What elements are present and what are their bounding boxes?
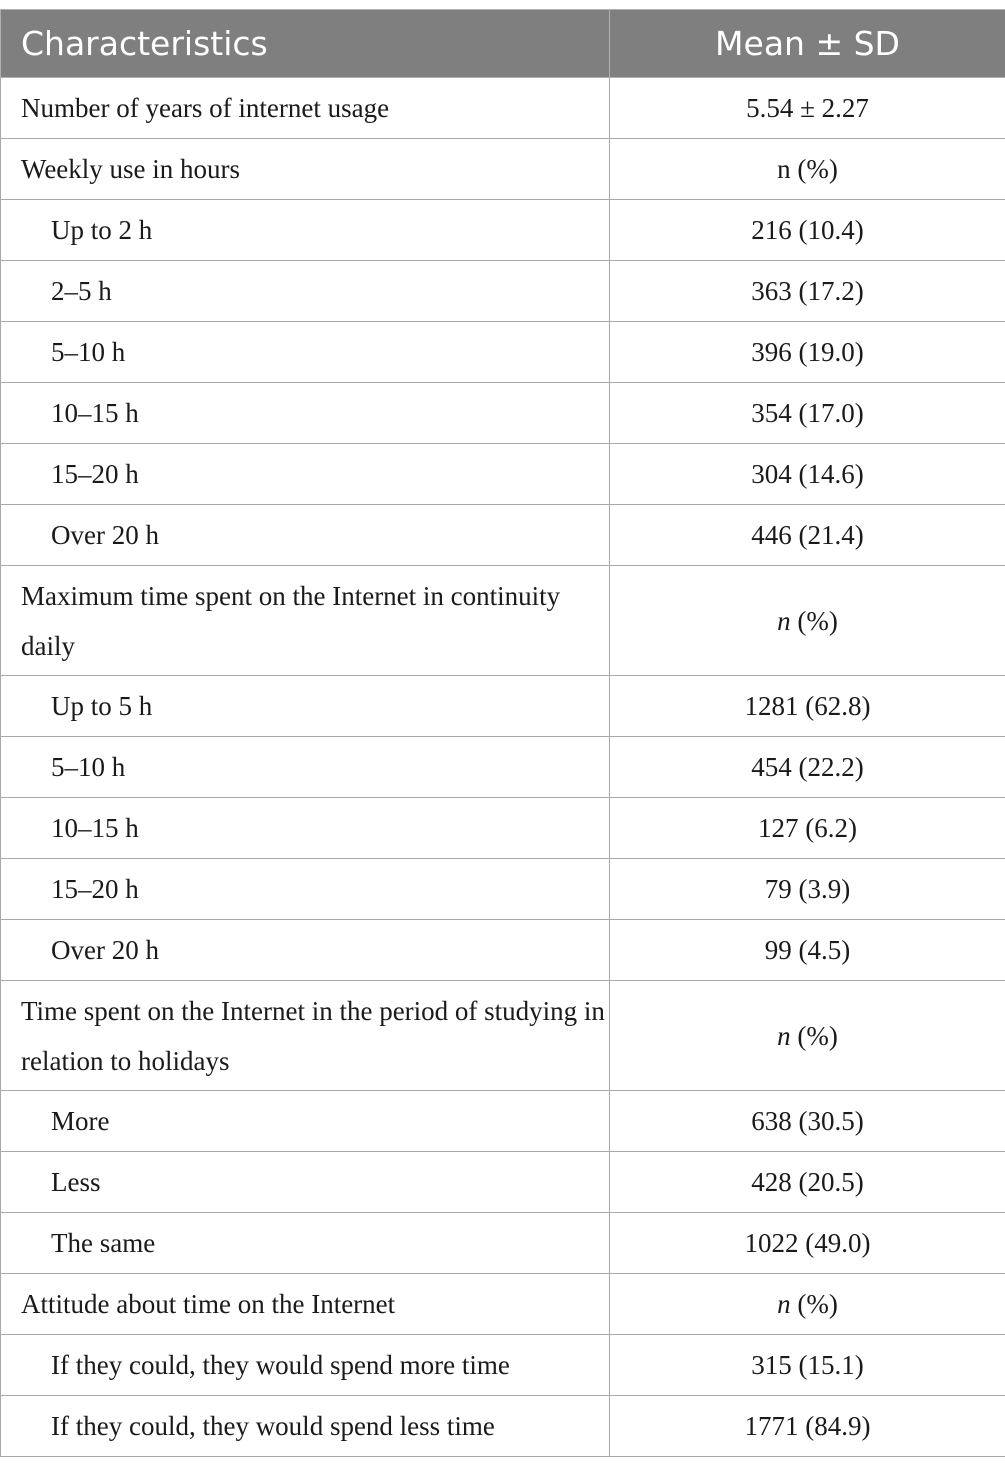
row-value: 304 (14.6) (610, 444, 1005, 505)
table-row (1, 1274, 1005, 1335)
table-row (1, 1152, 1005, 1213)
table-header-row (1, 10, 1005, 78)
row-sublabel: 2–5 h (1, 261, 610, 322)
row-label: Maximum time spent on the Internet in continuity daily (1, 566, 610, 676)
row-sublabel: 15–20 h (1, 859, 610, 920)
n-symbol: n (777, 605, 791, 636)
row-sublabel: Over 20 h (1, 920, 610, 981)
table-body (1, 78, 1005, 1457)
row-sublabel: More (1, 1091, 610, 1152)
row-sublabel: 10–15 h (1, 798, 610, 859)
row-value: 315 (15.1) (610, 1335, 1005, 1396)
table-row (1, 1091, 1005, 1152)
row-value: n (%) (610, 1274, 1005, 1335)
header-mean-sd: Mean ± SD (610, 10, 1005, 78)
row-sublabel: If they could, they would spend more time (1, 1335, 610, 1396)
table-row (1, 444, 1005, 505)
row-sublabel: If they could, they would spend less time (1, 1396, 610, 1457)
row-value: 1281 (62.8) (610, 676, 1005, 737)
characteristics-table-container (0, 9, 1005, 1457)
table-row (1, 566, 1005, 676)
row-label: Attitude about time on the Internet (1, 1274, 610, 1335)
row-value: 99 (4.5) (610, 920, 1005, 981)
table-row (1, 1213, 1005, 1274)
row-sublabel: Up to 2 h (1, 200, 610, 261)
row-value: 396 (19.0) (610, 322, 1005, 383)
row-sublabel: 15–20 h (1, 444, 610, 505)
row-value: 1771 (84.9) (610, 1396, 1005, 1457)
row-value: 1022 (49.0) (610, 1213, 1005, 1274)
table-row (1, 676, 1005, 737)
row-value: 363 (17.2) (610, 261, 1005, 322)
row-sublabel: 5–10 h (1, 737, 610, 798)
table-row (1, 383, 1005, 444)
table-row (1, 261, 1005, 322)
n-symbol: n (777, 1288, 791, 1319)
row-sublabel: Over 20 h (1, 505, 610, 566)
row-value: n (%) (610, 139, 1005, 200)
row-value: 454 (22.2) (610, 737, 1005, 798)
table-row (1, 859, 1005, 920)
row-sublabel: 10–15 h (1, 383, 610, 444)
row-sublabel: The same (1, 1213, 610, 1274)
row-value: 216 (10.4) (610, 200, 1005, 261)
row-value: 127 (6.2) (610, 798, 1005, 859)
row-label: Time spent on the Internet in the period of studying in relation to holidays (1, 981, 610, 1091)
row-value: 79 (3.9) (610, 859, 1005, 920)
row-value: 428 (20.5) (610, 1152, 1005, 1213)
table-row (1, 78, 1005, 139)
table-row (1, 798, 1005, 859)
table-row (1, 737, 1005, 798)
table-row (1, 505, 1005, 566)
row-value: 354 (17.0) (610, 383, 1005, 444)
row-label: Number of years of internet usage (1, 78, 610, 139)
table-row (1, 322, 1005, 383)
row-value: n (%) (610, 981, 1005, 1091)
characteristics-table (0, 9, 1005, 1457)
row-label: Weekly use in hours (1, 139, 610, 200)
row-sublabel: 5–10 h (1, 322, 610, 383)
table-row (1, 1396, 1005, 1457)
table-row (1, 981, 1005, 1091)
row-value: n (%) (610, 566, 1005, 676)
row-sublabel: Up to 5 h (1, 676, 610, 737)
n-symbol: n (777, 1020, 791, 1051)
row-value: 5.54 ± 2.27 (610, 78, 1005, 139)
row-value: 446 (21.4) (610, 505, 1005, 566)
table-row (1, 1335, 1005, 1396)
table-row (1, 920, 1005, 981)
row-value: 638 (30.5) (610, 1091, 1005, 1152)
row-sublabel: Less (1, 1152, 610, 1213)
table-row (1, 200, 1005, 261)
header-characteristics: Characteristics (1, 10, 610, 78)
table-row (1, 139, 1005, 200)
